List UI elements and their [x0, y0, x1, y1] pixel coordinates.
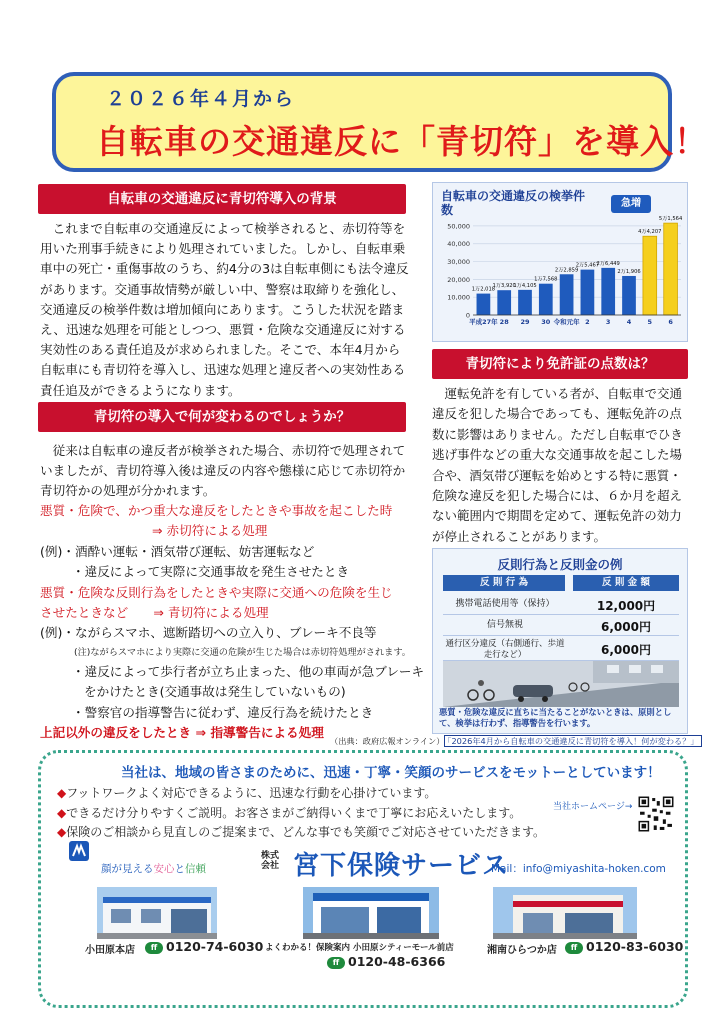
slogan-anshin: 安心: [153, 863, 175, 875]
branch-name: 小田原本店: [85, 945, 135, 956]
changes-heading: 青切符の導入で何が変わるのでしょうか？: [38, 402, 406, 432]
chart-data-label: 2万1,906: [617, 268, 641, 275]
blue-example1: (例)・ながらスマホ、遮断踏切への立入り、ブレーキ不良等: [40, 625, 377, 641]
chart-y-tick: 30,000: [447, 258, 470, 267]
penalty-act: 通行区分違反（右側通行、歩道走行など）: [445, 639, 565, 660]
chart-bar: [477, 294, 491, 315]
bullet-mark: ◆: [57, 786, 67, 800]
penalty-table: [432, 548, 688, 734]
chart-data-label: 2万6,449: [596, 260, 620, 267]
chart-canvas: [433, 183, 689, 343]
slogan-mid: と: [174, 863, 185, 875]
license-heading: 青切符により免許証の点数は？: [432, 349, 688, 379]
chart-bar: [601, 268, 615, 315]
header-banner: [52, 72, 708, 172]
enforcement-chart: [432, 182, 688, 342]
penalty-row: [443, 616, 679, 636]
chart-data-label: 1万2,018: [471, 286, 496, 293]
changes-intro: [40, 441, 412, 502]
chart-x-tick: 3: [605, 318, 611, 326]
street-scene-illustration: [443, 661, 679, 707]
slogan: [101, 861, 206, 876]
penalty-note: 悪質・危険な違反に直ちに当たることがないときは、原則として、検挙は行わず、指導警告を行います。: [439, 707, 672, 728]
corp-prefix: [261, 851, 279, 871]
service-item: [57, 804, 545, 824]
background-text: [40, 219, 410, 401]
service-item: [57, 823, 545, 843]
chart-data-label: 2万5,467: [575, 262, 600, 269]
company-logo: [69, 841, 89, 861]
chart-x-tick: 令和元年: [553, 318, 580, 326]
freedial-icon: ff: [327, 957, 345, 969]
chart-bar: [643, 236, 657, 315]
freedial-icon: ff: [565, 942, 583, 954]
bullet-mark: ◆: [57, 825, 67, 839]
red-example2: ・違反によって実際に交通事故を発生させたとき: [72, 564, 350, 580]
service-item-text: できるだけ分りやすくご説明。お客さまがご納得いくまで丁寧にお応えいたします。: [66, 805, 522, 820]
chart-y-tick: 40,000: [447, 240, 470, 249]
penalty-row: [443, 595, 679, 615]
chart-bar: [539, 284, 553, 315]
penalty-amount: 12,000円: [596, 599, 656, 613]
red-example1: (例)・酒酔い運転・酒気帯び運転、妨害運転など: [40, 543, 315, 559]
penalty-col-act: 反 則 行 為: [443, 575, 565, 591]
chart-x-tick: 5: [647, 318, 653, 326]
chart-bar: [664, 223, 678, 315]
penalty-col-amount: 反 則 金 額: [573, 575, 679, 591]
chart-data-label: 4万4,207: [638, 229, 662, 236]
other-case: 上記以外の違反をしたとき ⇒ 指導警告による処理: [40, 725, 324, 741]
chart-bar: [518, 290, 532, 315]
penalty-row: [443, 637, 679, 661]
branch-tel[interactable]: [565, 939, 683, 954]
blue-example2b: をかけたとき(交通事故は発生していないもの): [84, 684, 346, 700]
chart-badge: 急増: [611, 195, 651, 213]
chart-data-label: 2万2,859: [554, 267, 579, 274]
branch-tel-number: 0120-74-6030: [166, 939, 264, 954]
service-box: [38, 750, 688, 1008]
chart-data-label: 1万4,105: [513, 282, 537, 289]
chart-y-tick: 10,000: [447, 293, 470, 302]
branch-tel[interactable]: [327, 954, 445, 969]
blue-example2a: ・違反によって歩行者が立ち止まった、他の車両が急ブレーキ: [72, 663, 425, 679]
chart-bar: [581, 270, 595, 315]
red-case-line1: 悪質・危険で、かつ重大な違反をしたときや事故を起こした時: [40, 503, 393, 518]
chart-data-label: 1万3,920: [492, 283, 516, 290]
blue-case-line2: させたときなど ⇒ 青切符による処理: [40, 605, 269, 621]
slogan-pre: 顔が見える: [101, 863, 154, 875]
chart-bar: [560, 274, 574, 315]
blue-note: (注)ながらスマホにより実際に交通の危険が生じた場合は赤切符処理がされます。: [74, 646, 411, 658]
chart-x-tick: 30: [541, 318, 551, 326]
homepage-label[interactable]: 当社ホームページ→: [553, 802, 633, 812]
changes-details: [40, 501, 426, 743]
corp-prefix-line1: 株式: [261, 851, 280, 861]
branch-photo-hiratsuka: [493, 887, 637, 939]
freedial-icon: ff: [145, 942, 163, 954]
branch-photo-odawara-head: [97, 887, 217, 939]
header-date: ２０２６年４月から: [106, 88, 296, 110]
header-title: 自転車の交通違反に「青切符」を導入！: [96, 122, 708, 161]
chart-y-tick: 0: [465, 311, 470, 320]
blue-case-line1: 悪質・危険な反則行為をしたときや実際に交通への危険を生じ: [40, 584, 393, 600]
penalty-title: 反則行為と反則金の例: [497, 557, 623, 572]
chart-y-tick: 20,000: [447, 275, 470, 284]
branch-name: よくわかる！保険案内 小田原シティーモール前店: [265, 943, 454, 953]
license-paragraph: 運転免許を有している者が、自転車で交通違反を犯した場合であっても、運転免許の点数に影響はありません。ただし自転車でひき逃げ事件などの重大な交通事故を起こした場合や、酒気帯び運転を始めとする特に悪質・危険な違反を犯した場合には、６か月を超えない範囲内で期間を定めて、運転免許の効力が停止されることがあります。: [432, 386, 683, 544]
chart-y-tick: 50,000: [447, 222, 470, 231]
branch-tel-number: 0120-48-6366: [348, 954, 446, 969]
service-item-text: 保険のご相談から見直しのご提案まで、どんな事でも笑顔でご対応させていただきます。: [66, 825, 546, 839]
chart-x-tick: 29: [520, 318, 530, 326]
chart-x-tick: 6: [668, 318, 673, 326]
license-text: [432, 384, 690, 547]
corp-prefix-line2: 会社: [261, 861, 280, 871]
chart-title: 自転車の交通違反の検挙件数: [441, 189, 586, 217]
service-list: [57, 784, 545, 843]
service-motto: 当社は、地域の皆さまのために、迅速・丁寧・笑顔のサービスをモットーとしています！: [121, 765, 661, 781]
service-item-text: フットワークよく対応できるように、迅速な行動を心掛けています。: [66, 786, 437, 800]
source-prefix: （出典：政府広報オンライン）: [330, 736, 445, 746]
penalty-act: 携帯電話使用等（保持）: [455, 599, 555, 609]
chart-x-tick: 平成27年: [469, 318, 498, 326]
red-case-line2: ⇒ 赤切符による処理: [152, 523, 268, 539]
source-link[interactable]: 「2026年4月から自転車の交通違反に青切符を導入！何が変わる？」: [444, 735, 701, 747]
branch-tel-number: 0120-83-6030: [586, 939, 684, 954]
company-mail[interactable]: Mail：info@miyashita-hoken.com: [491, 863, 666, 875]
penalty-amount: 6,000円: [601, 620, 651, 634]
chart-x-tick: 4: [626, 318, 632, 326]
branch-name: 湘南ひらつか店: [487, 945, 557, 956]
chart-data-label: 5万1,564: [658, 216, 683, 223]
chart-data-label: 1万7,568: [534, 276, 558, 283]
chart-x-tick: 2: [585, 318, 590, 326]
chart-bar: [622, 276, 636, 315]
background-heading: 自転車の交通違反に青切符導入の背景: [38, 184, 406, 214]
branch-photo-city-mall: [303, 887, 439, 939]
chart-x-tick: 28: [499, 318, 509, 326]
slogan-shinrai: 信頼: [185, 863, 206, 875]
source-citation: [330, 736, 702, 747]
service-item: [57, 784, 545, 804]
penalty-amount: 6,000円: [601, 643, 651, 657]
branch-tel[interactable]: [145, 939, 263, 954]
chart-bar: [497, 290, 511, 315]
company-name: 宮下保険サービス: [293, 851, 510, 881]
penalty-act: 信号無視: [486, 620, 523, 630]
bullet-mark: ◆: [57, 805, 67, 820]
blue-example3: ・警察官の指導警告に従わず、違反行為を続けたとき: [72, 704, 374, 720]
background-paragraph: これまで自転車の交通違反によって検挙されると、赤切符等を用いた刑事手続きにより処理されていました。しかし、自転車乗車中の死亡・重傷事故のうち、約4分の3は自転車側にも法令違反があります。交通事故情勢が厳しい中、警察は取締りを強化し、交通違反の検挙件数は増加傾向にあります。こうした状況を踏まえ、迅速な処理を可能としつつ、悪質・危険な交通違反に対する実効性のある責任追及が求められました。そこで、本年4月から自転車にも青切符を導入し、迅速な処理と違反者への実効性ある責任追及ができるようになります。: [40, 221, 409, 398]
changes-intro-paragraph: 従来は自転車の違反者が検挙された場合、赤切符で処理されていましたが、青切符導入後は違反の内容や態様に応じて赤切符か青切符かの処理が分かれます。: [40, 443, 406, 499]
qr-code-icon[interactable]: [637, 795, 675, 833]
